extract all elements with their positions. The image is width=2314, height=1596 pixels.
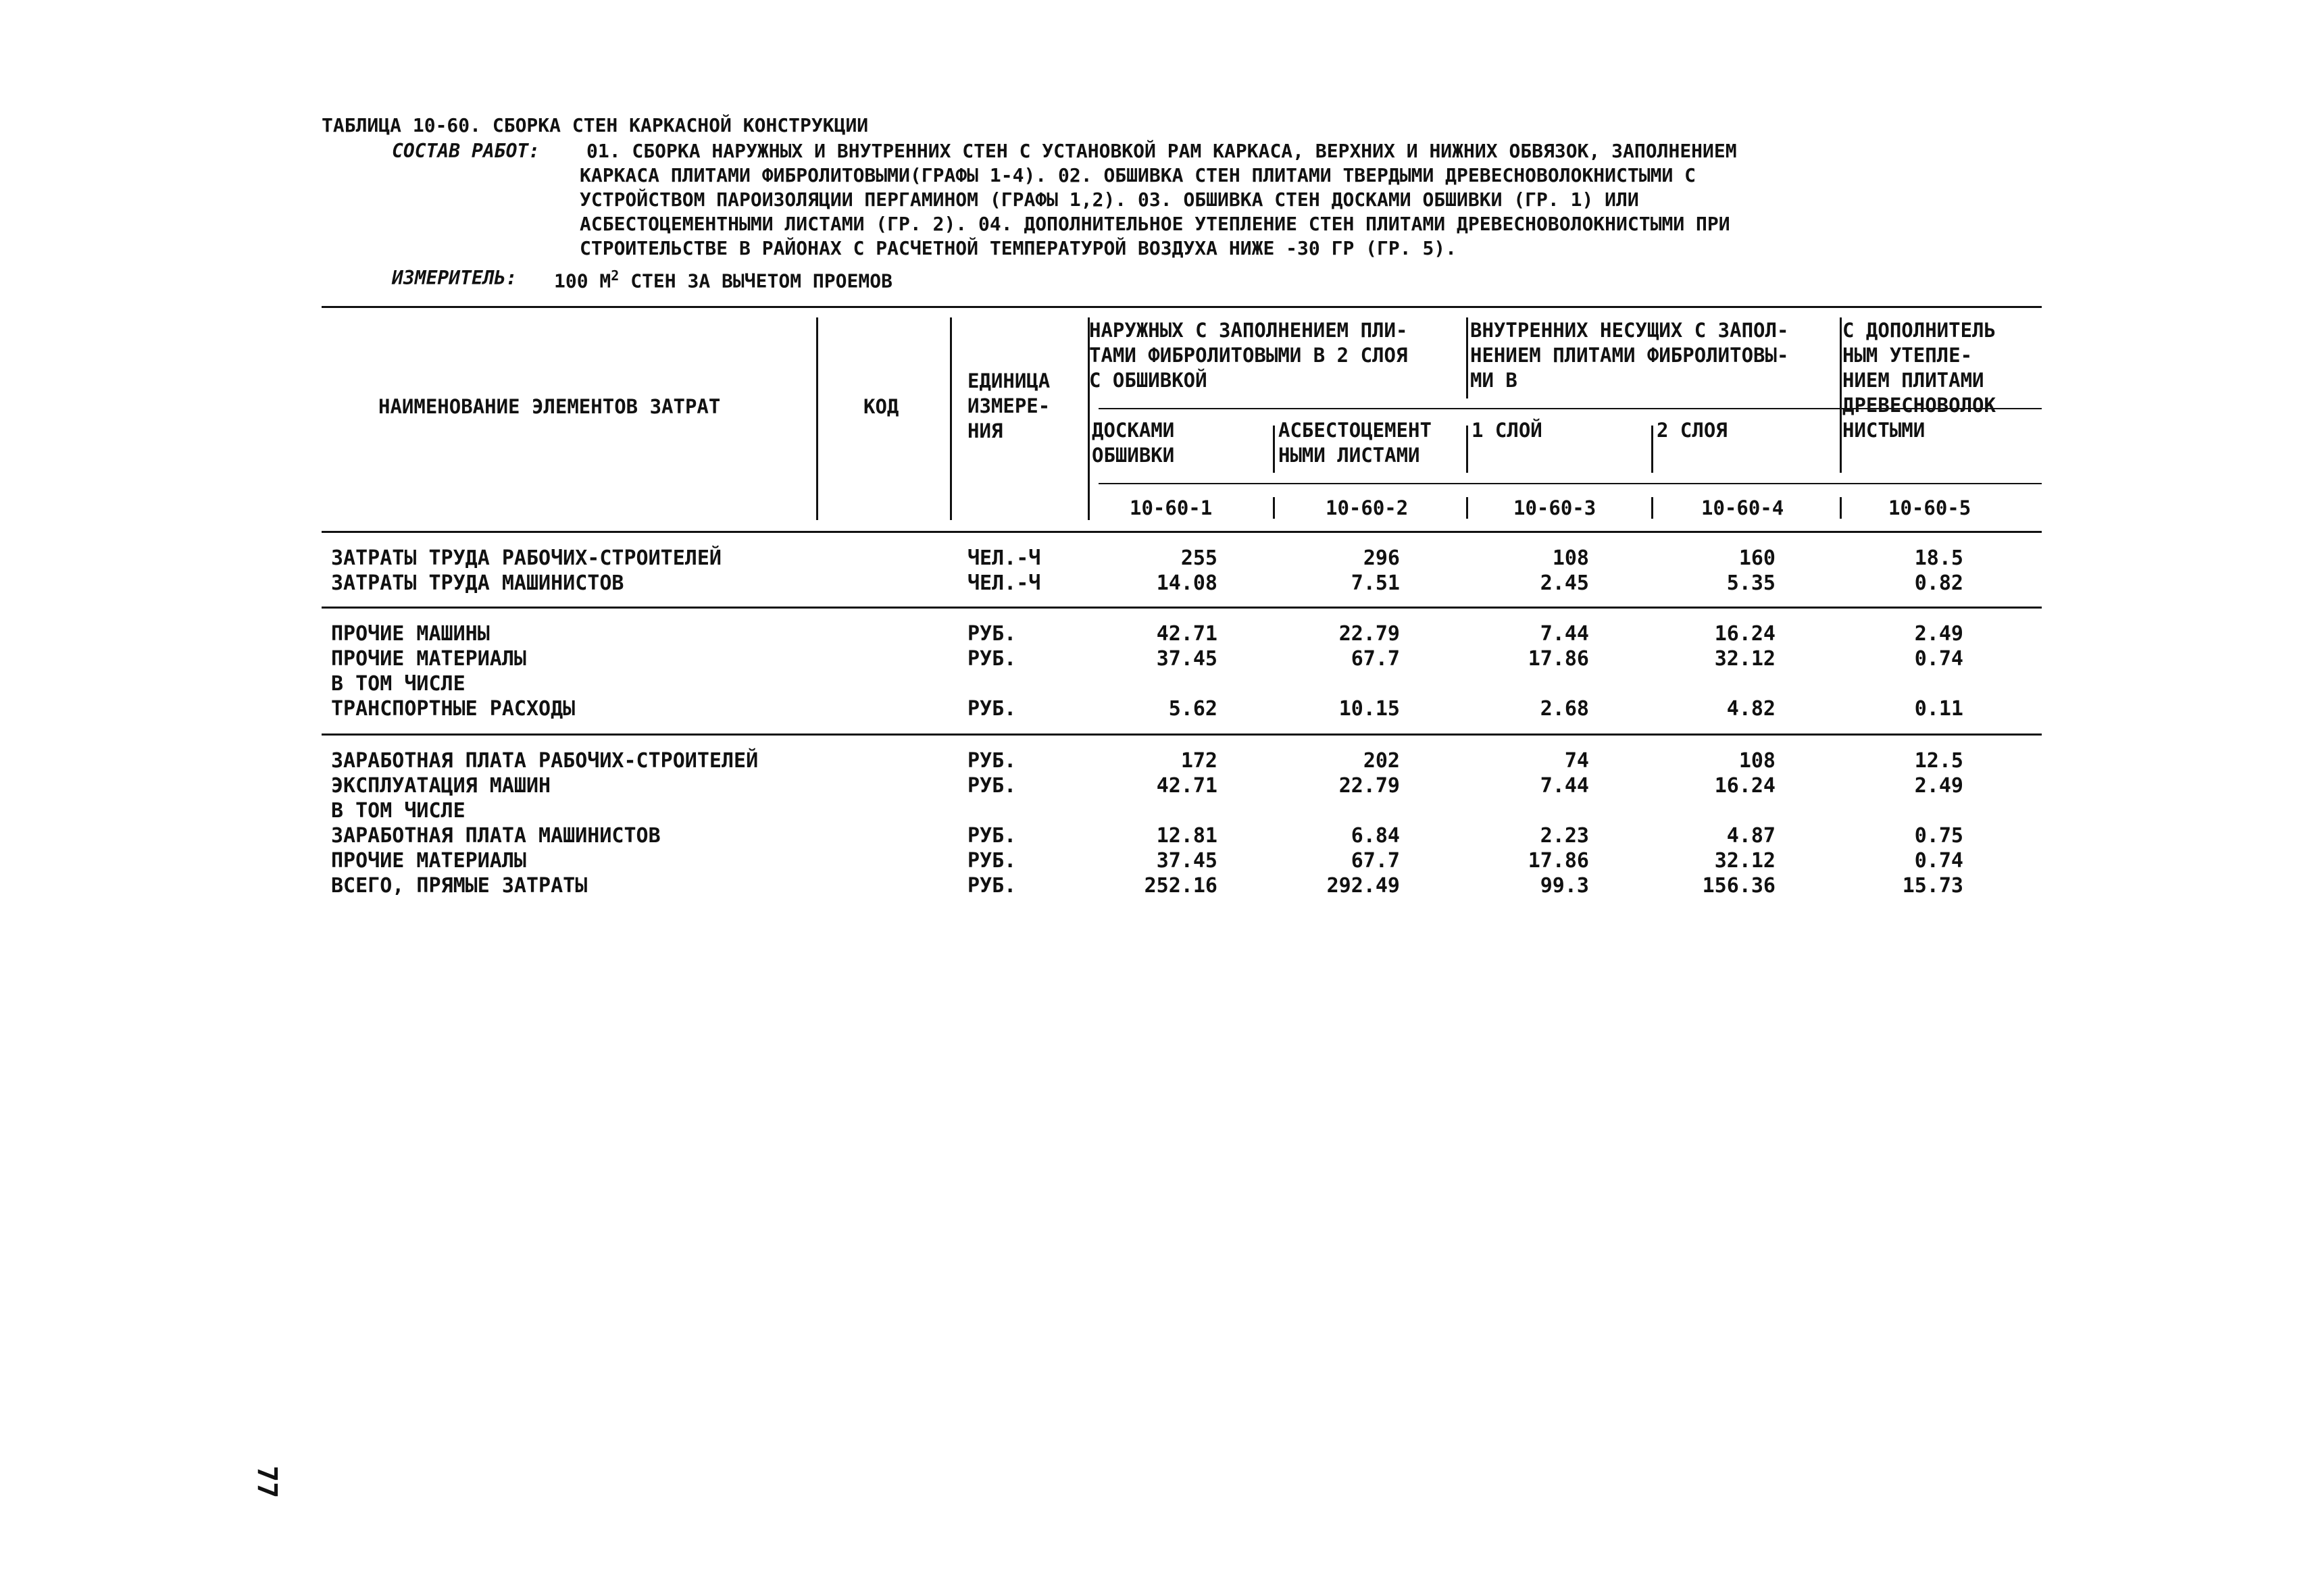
row-value: 0.11 bbox=[1914, 697, 1963, 721]
row-name: ЭКСПЛУАТАЦИЯ МАШИН bbox=[331, 774, 551, 798]
header-sub2-line1: АСБЕСТОЦЕМЕНТ bbox=[1278, 419, 1432, 442]
col-divider bbox=[1840, 497, 1842, 519]
row-value: 99.3 bbox=[1540, 874, 1589, 898]
row-unit: РУБ. bbox=[967, 849, 1017, 873]
row-value: 108 bbox=[1552, 546, 1589, 570]
header-unit-3: НИЯ bbox=[967, 419, 1003, 442]
column-code-1: 10-60-1 bbox=[1130, 496, 1213, 519]
table-title: ТАБЛИЦА 10-60. СБОРКА СТЕН КАРКАСНОЙ КОНСТРУКЦИИ bbox=[322, 114, 869, 136]
row-value: 7.44 bbox=[1540, 622, 1589, 646]
row-value: 0.82 bbox=[1914, 571, 1963, 595]
unit-label: ИЗМЕРИТЕЛЬ: bbox=[392, 267, 518, 289]
work-line-4: АСБЕСТОЦЕМЕНТНЫМИ ЛИСТАМИ (ГР. 2). 04. ДОПОЛНИТЕЛЬНОЕ УТЕПЛЕНИЕ СТЕН ПЛИТАМИ ДРЕВЕСНОВОЛОКНИСТЫМИ ПРИ bbox=[580, 213, 1730, 235]
row-value: 74 bbox=[1564, 749, 1589, 773]
row-name: ВСЕГО, ПРЯМЫЕ ЗАТРАТЫ bbox=[331, 874, 588, 898]
header-group1-line2: ТАМИ ФИБРОЛИТОВЫМИ В 2 СЛОЯ bbox=[1089, 344, 1408, 367]
row-value: 17.86 bbox=[1528, 849, 1589, 873]
header-group1-line1: НАРУЖНЫХ С ЗАПОЛНЕНИЕМ ПЛИ- bbox=[1089, 319, 1408, 342]
row-value: 22.79 bbox=[1338, 622, 1400, 646]
row-value: 255 bbox=[1180, 546, 1217, 570]
row-unit: РУБ. bbox=[967, 697, 1017, 721]
row-value: 108 bbox=[1738, 749, 1776, 773]
work-label: СОСТАВ РАБОТ: bbox=[392, 140, 540, 162]
row-value: 2.49 bbox=[1914, 622, 1963, 646]
column-code-3: 10-60-3 bbox=[1513, 496, 1596, 519]
row-name: В ТОМ ЧИСЛЕ bbox=[331, 799, 466, 823]
col-divider bbox=[1651, 426, 1653, 473]
col-divider bbox=[1840, 426, 1842, 473]
row-value: 67.7 bbox=[1351, 849, 1400, 873]
row-value: 292.49 bbox=[1326, 874, 1400, 898]
row-unit: РУБ. bbox=[967, 749, 1017, 773]
row-unit: ЧЕЛ.-Ч bbox=[967, 546, 1041, 570]
col-divider bbox=[1466, 317, 1468, 398]
header-group3-line2: НЫМ УТЕПЛЕ- bbox=[1842, 344, 1973, 367]
row-value: 15.73 bbox=[1902, 874, 1963, 898]
header-unit-1: ЕДИНИЦА bbox=[967, 369, 1051, 392]
row-value: 67.7 bbox=[1351, 647, 1400, 671]
table-top-rule bbox=[322, 306, 2042, 308]
row-name: ЗАРАБОТНАЯ ПЛАТА РАБОЧИХ-СТРОИТЕЛЕЙ bbox=[331, 749, 759, 773]
row-name: ЗАРАБОТНАЯ ПЛАТА МАШИНИСТОВ bbox=[331, 824, 661, 848]
col-divider bbox=[1466, 426, 1468, 473]
row-value: 160 bbox=[1738, 546, 1776, 570]
row-value: 37.45 bbox=[1156, 647, 1217, 671]
header-group2-line3: МИ В bbox=[1470, 369, 1517, 392]
row-unit: ЧЕЛ.-Ч bbox=[967, 571, 1041, 595]
row-value: 14.08 bbox=[1156, 571, 1217, 595]
row-name: ЗАТРАТЫ ТРУДА РАБОЧИХ-СТРОИТЕЛЕЙ bbox=[331, 546, 722, 570]
row-value: 5.35 bbox=[1726, 571, 1776, 595]
header-group2-line2: НЕНИЕМ ПЛИТАМИ ФИБРОЛИТОВЫ- bbox=[1470, 344, 1789, 367]
row-value: 296 bbox=[1363, 546, 1400, 570]
column-code-5: 10-60-5 bbox=[1888, 496, 1971, 519]
row-value: 0.75 bbox=[1914, 824, 1963, 848]
header-group3-line3: НИЕМ ПЛИТАМИ bbox=[1842, 369, 1984, 392]
work-line-3: УСТРОЙСТВОМ ПАРОИЗОЛЯЦИИ ПЕРГАМИНОМ (ГРАФЫ 1,2). 03. ОБШИВКА СТЕН ДОСКАМИ ОБШИВКИ (ГР. 1) ИЛИ bbox=[580, 188, 1639, 211]
col-divider bbox=[816, 317, 818, 520]
header-group3-line4: ДРЕВЕСНОВОЛОК bbox=[1842, 394, 1996, 417]
row-name: ПРОЧИЕ МАТЕРИАЛЫ bbox=[331, 647, 526, 671]
column-code-4: 10-60-4 bbox=[1701, 496, 1784, 519]
header-unit-2: ИЗМЕРЕ- bbox=[967, 394, 1051, 417]
page-number: 77 bbox=[251, 1466, 282, 1499]
header-sub1-line2: ОБШИВКИ bbox=[1092, 444, 1175, 467]
col-divider bbox=[1840, 317, 1842, 398]
header-sub2-line2: НЫМИ ЛИСТАМИ bbox=[1278, 444, 1420, 467]
work-line-5: СТРОИТЕЛЬСТВЕ В РАЙОНАХ С РАСЧЕТНОЙ ТЕМПЕРАТУРОЙ ВОЗДУХА НИЖЕ -30 ГР (ГР. 5). bbox=[580, 237, 1457, 259]
row-value: 16.24 bbox=[1714, 774, 1776, 798]
col-divider bbox=[950, 317, 952, 520]
row-value: 18.5 bbox=[1914, 546, 1963, 570]
row-value: 12.81 bbox=[1156, 824, 1217, 848]
row-value: 42.71 bbox=[1156, 622, 1217, 646]
column-code-2: 10-60-2 bbox=[1326, 496, 1409, 519]
row-value: 2.68 bbox=[1540, 697, 1589, 721]
row-unit: РУБ. bbox=[967, 824, 1017, 848]
row-value: 5.62 bbox=[1168, 697, 1217, 721]
header-sub3: 1 СЛОЙ bbox=[1472, 419, 1542, 442]
row-value: 37.45 bbox=[1156, 849, 1217, 873]
row-value: 10.15 bbox=[1338, 697, 1400, 721]
row-value: 4.87 bbox=[1726, 824, 1776, 848]
section-rule bbox=[322, 733, 2042, 736]
header-sub4: 2 СЛОЯ bbox=[1657, 419, 1728, 442]
row-value: 42.71 bbox=[1156, 774, 1217, 798]
row-unit: РУБ. bbox=[967, 647, 1017, 671]
col-divider bbox=[1273, 426, 1275, 473]
col-divider bbox=[1651, 497, 1653, 519]
row-name: В ТОМ ЧИСЛЕ bbox=[331, 672, 466, 696]
row-value: 12.5 bbox=[1914, 749, 1963, 773]
row-value: 7.51 bbox=[1351, 571, 1400, 595]
work-line-2: КАРКАСА ПЛИТАМИ ФИБРОЛИТОВЫМИ(ГРАФЫ 1-4). 02. ОБШИВКА СТЕН ПЛИТАМИ ТВЕРДЫМИ ДРЕВЕСНОВОЛОКНИСТЫМИ С bbox=[580, 164, 1696, 186]
row-name: ЗАТРАТЫ ТРУДА МАШИНИСТОВ bbox=[331, 571, 624, 595]
row-value: 0.74 bbox=[1914, 849, 1963, 873]
work-line-1: 01. СБОРКА НАРУЖНЫХ И ВНУТРЕННИХ СТЕН С УСТАНОВКОЙ РАМ КАРКАСА, ВЕРХНИХ И НИЖНИХ ОБВЯЗОК, ЗАПОЛНЕНИЕМ bbox=[586, 140, 1737, 162]
row-value: 32.12 bbox=[1714, 849, 1776, 873]
row-name: ПРОЧИЕ МАТЕРИАЛЫ bbox=[331, 849, 526, 873]
row-unit: РУБ. bbox=[967, 774, 1017, 798]
header-subrule bbox=[1099, 483, 2042, 484]
header-bottom-rule bbox=[322, 531, 2042, 533]
row-value: 32.12 bbox=[1714, 647, 1776, 671]
row-value: 16.24 bbox=[1714, 622, 1776, 646]
row-value: 2.23 bbox=[1540, 824, 1589, 848]
header-group3-line1: С ДОПОЛНИТЕЛЬ bbox=[1842, 319, 1996, 342]
row-value: 172 bbox=[1180, 749, 1217, 773]
header-group1-line3: С ОБШИВКОЙ bbox=[1089, 369, 1207, 392]
header-code: КОД bbox=[863, 395, 899, 418]
header-name: НАИМЕНОВАНИЕ ЭЛЕМЕНТОВ ЗАТРАТ bbox=[378, 395, 721, 418]
row-unit: РУБ. bbox=[967, 622, 1017, 646]
row-value: 156.36 bbox=[1702, 874, 1776, 898]
header-group2-line1: ВНУТРЕННИХ НЕСУЩИХ С ЗАПОЛ- bbox=[1470, 319, 1789, 342]
header-sub1-line1: ДОСКАМИ bbox=[1092, 419, 1175, 442]
row-value: 2.49 bbox=[1914, 774, 1963, 798]
row-name: ПРОЧИЕ МАШИНЫ bbox=[331, 622, 490, 646]
section-rule bbox=[322, 607, 2042, 609]
col-divider bbox=[1466, 497, 1468, 519]
col-divider bbox=[1273, 497, 1275, 519]
row-unit: РУБ. bbox=[967, 874, 1017, 898]
unit-value: 100 $М^2$ СТЕН ЗА ВЫЧЕТОМ ПРОЕМОВ bbox=[554, 267, 892, 292]
row-value: 4.82 bbox=[1726, 697, 1776, 721]
row-value: 252.16 bbox=[1144, 874, 1217, 898]
row-value: 2.45 bbox=[1540, 571, 1589, 595]
row-value: 22.79 bbox=[1338, 774, 1400, 798]
row-value: 7.44 bbox=[1540, 774, 1589, 798]
header-group3-line5: НИСТЫМИ bbox=[1842, 419, 1926, 442]
row-value: 6.84 bbox=[1351, 824, 1400, 848]
row-value: 17.86 bbox=[1528, 647, 1589, 671]
row-name: ТРАНСПОРТНЫЕ РАСХОДЫ bbox=[331, 697, 576, 721]
row-value: 202 bbox=[1363, 749, 1400, 773]
row-value: 0.74 bbox=[1914, 647, 1963, 671]
